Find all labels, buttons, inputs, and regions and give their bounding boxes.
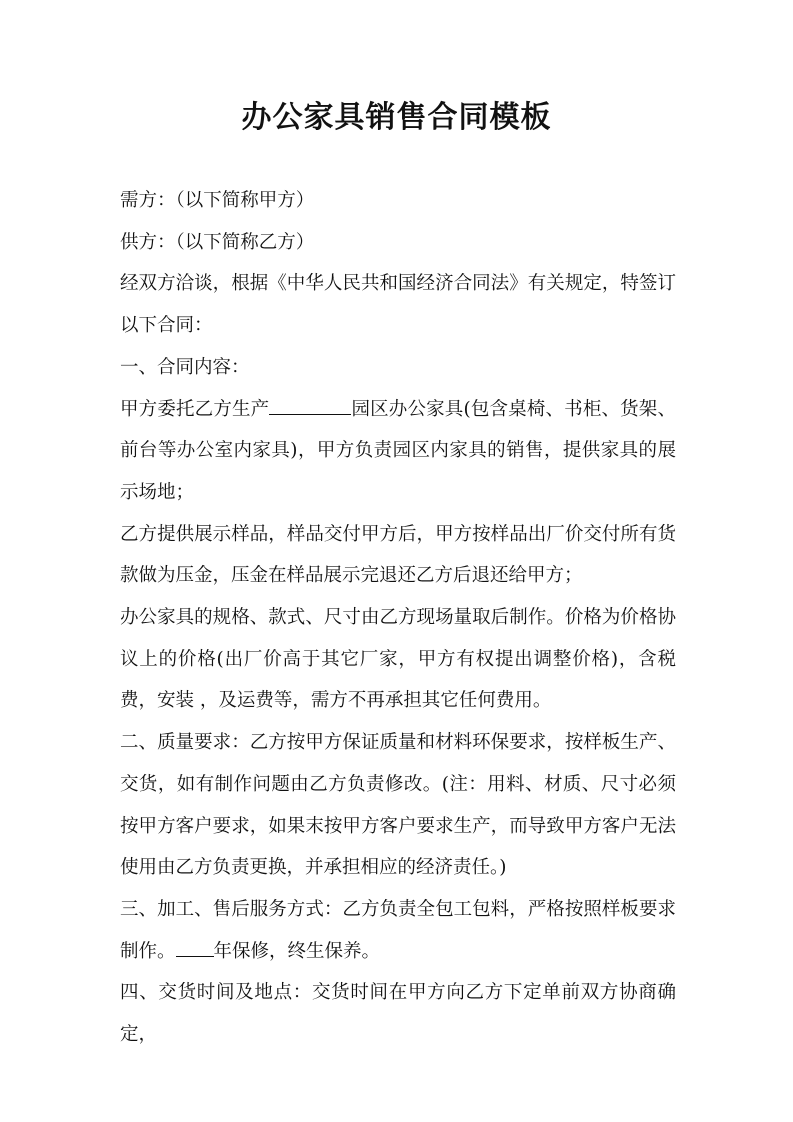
paragraph-supplier: 供方：（以下简称乙方） — [120, 231, 315, 253]
section-after-sales — [120, 889, 676, 972]
warranty-text: 年保修，终生保养。 — [213, 940, 381, 962]
section-delivery: 四、交货时间及地点：交货时间在甲方向乙方下定单前双方协商确定， — [120, 982, 676, 1046]
paragraph-preamble: 经双方洽谈，根据《中华人民共和国经济合同法》有关规定，特签订以下合同： — [120, 273, 676, 337]
paragraph-specifications: 办公家具的规格、款式、尺寸由乙方现场量取后制作。价格为价格协议上的价格(出厂价高于其它厂家，甲方有权提出调整价格)，含税费，安装 ，及运费等，需方不再承担其它任何费用。 — [120, 607, 676, 712]
document-title: 办公家具销售合同模板 — [241, 100, 552, 135]
commission-text-after: 园区办公家具(包含桌椅、书柜、货架、前台等办公室内家具)，甲方负责园区内家具的销售，提供家具的展示场地； — [120, 398, 676, 503]
paragraph-buyer: 需方：（以下简称甲方） — [120, 190, 315, 211]
document-body — [120, 180, 676, 1056]
commission-text-before: 甲方委托乙方生产 — [120, 398, 270, 420]
section-quality-requirements: 二、质量要求：乙方按甲方保证质量和材料环保要求，按样板生产、交货，如有制作问题由乙方负责修改。(注：用料、材质、尺寸必须按甲方客户要求，如果末按甲方客户要求生产，而导致甲方客户无法使用由乙方负责更换，并承担相应的经济责任。) — [120, 732, 676, 879]
paragraph-samples: 乙方提供展示样品，样品交付甲方后，甲方按样品出厂价交付所有货款做为压金，压金在样品展示完退还乙方后退还给甲方； — [120, 523, 676, 587]
paragraph-commission — [120, 389, 676, 514]
park-name-blank — [269, 394, 351, 414]
warranty-years-blank — [176, 936, 214, 956]
section-heading-contract-content: 一、合同内容： — [120, 356, 250, 378]
after-sales-text: 三、加工、售后服务方式：乙方负责全包工包料，严格按照样板要求制作。 — [120, 898, 676, 962]
